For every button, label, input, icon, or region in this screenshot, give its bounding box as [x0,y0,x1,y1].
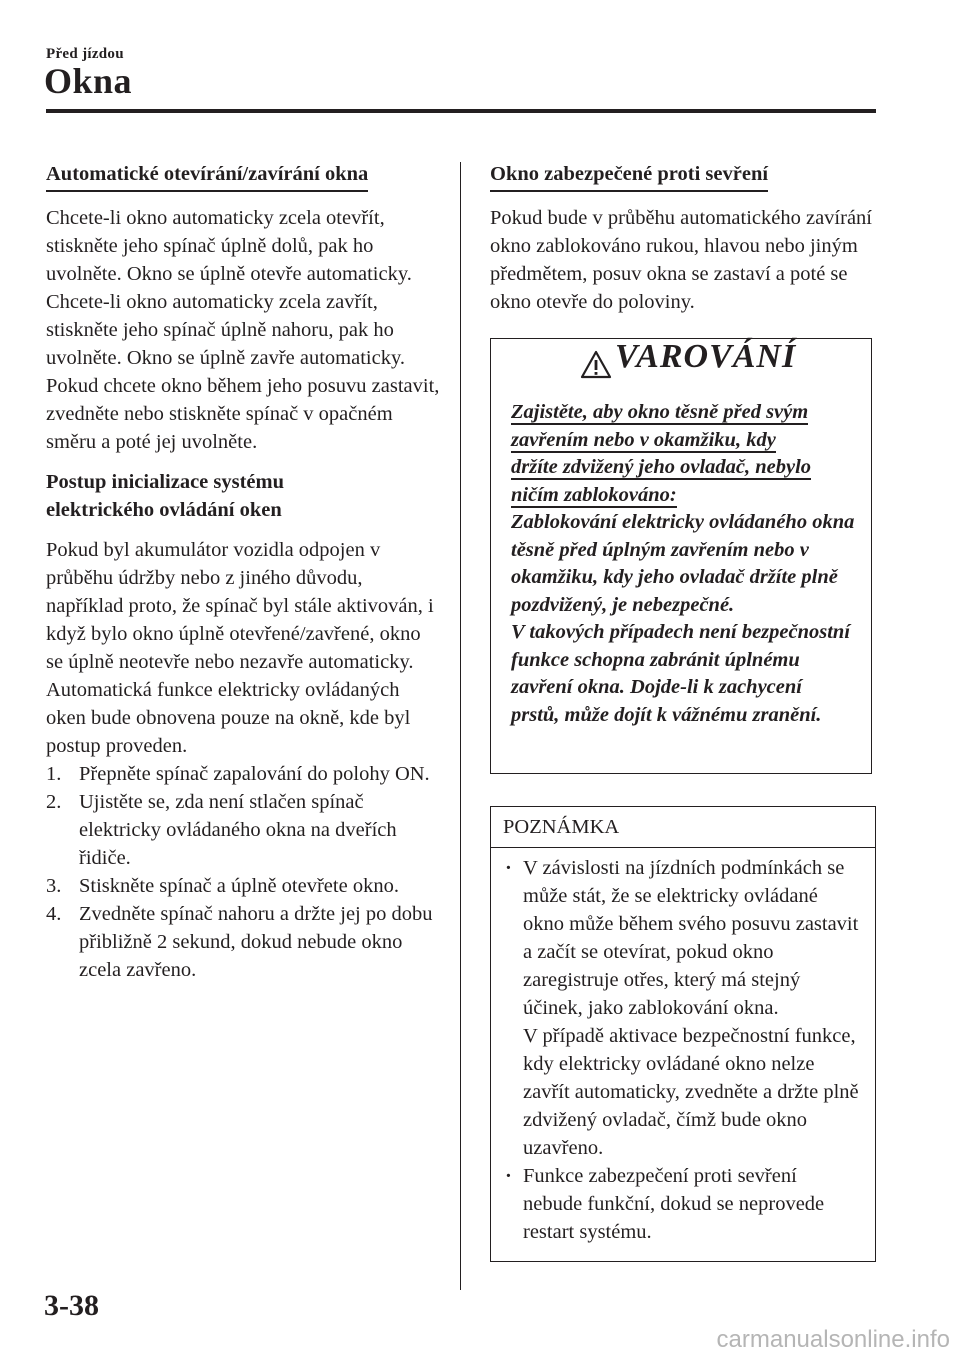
note-text: V závislosti na jízdních podmínkách se může stát, že se elektricky ovládané okno může během svého posuvu zastavit a začít se otevírat, pokud okno zaregistruje otřes, který má stejný účinek, jako zablokování okna. [523,857,859,1019]
warning-box [490,338,872,774]
paragraph: Automatická funkce elektricky ovládaných oken bude obnovena pouze na okně, kde byl postup proveden. [46,679,411,757]
list-item [46,760,442,788]
bullet-icon: · [505,857,512,879]
column-divider [460,162,461,1290]
warning-underlined-line: ničím zablokováno: [511,483,677,506]
step-text: Ujistěte se, zda není stlačen spínač elektricky ovládaného okna na dveřích řidiče. [79,791,397,869]
page-title: Okna [44,61,133,101]
paragraph: Chcete-li okno automaticky zcela zavřít, stiskněte jeho spínač úplně nahoru, pak ho uvolněte. Okno se úplně zavře automaticky. [46,291,406,369]
paragraph: Pokud chcete okno během jeho posuvu zastavit, zvedněte nebo stiskněte spínač v opačném směru a poté jej uvolněte. [46,375,440,453]
left-column [46,160,442,984]
warning-title: VAROVÁNÍ [615,338,797,375]
list-item [505,1162,861,1246]
note-text: V případě aktivace bezpečnostní funkce, kdy elektricky ovládané okno nelze zavřít automaticky, zvedněte a držte plně zdvižený ovladač, čímž bude okno uzavřeno. [523,1025,859,1159]
subheading-line: Postup inicializace systému [46,471,285,493]
warning-header [491,339,871,391]
step-number: 1. [46,763,62,785]
step-number: 2. [46,791,62,813]
page-number: 3-38 [44,1289,99,1322]
warning-text: V takových případech není bezpečnostní funkce schopna zabránit úplnému zavření okna. Dojde-li k zachycení prstů, může dojít k vážnému zranění. [511,621,851,726]
list-item [505,854,861,1162]
warning-underlined-line: Zajistěte, aby okno těsně před svým [511,401,809,423]
list-item [46,900,442,984]
paragraph: Chcete-li okno automaticky zcela otevřít, stiskněte jeho spínač úplně dolů, pak ho uvolněte. Okno se úplně otevře automaticky. [46,207,412,285]
warning-text: Zablokování elektricky ovládaného okna těsně před úplným zavřením nebo v okamžiku, kdy jeho ovladač držíte plně pozdvižený, je nebezpečné. [511,511,855,616]
note-box [490,806,876,1262]
step-text: Zvedněte spínač nahoru a držte jej po dobu přibližně 2 sekund, dokud nebude okno zcela zavřeno. [79,903,433,981]
subheading-line: elektrického ovládání oken [46,499,282,521]
bullet-icon: · [505,1165,512,1187]
warning-underlined-line: zavřením nebo v okamžiku, kdy [511,428,776,451]
paragraph: Pokud bude v průběhu automatického zavírání okno zablokováno rukou, hlavou nebo jiným předmětem, posuv okna se zastaví a poté se okno otevře do poloviny. [490,207,872,313]
auto-window-heading: Automatické otevírání/zavírání okna [46,160,368,192]
note-text: Funkce zabezpečení proti sevření nebude funkční, dokud se neprovede restart systému. [523,1165,825,1243]
section-label: Před jízdou [46,46,124,62]
right-column [490,160,878,1262]
procedure-steps [46,760,442,984]
step-number: 4. [46,903,62,925]
init-procedure-heading [46,468,442,524]
watermark: carmanualsonline.info [716,1326,950,1353]
list-item [46,788,442,872]
step-text: Stiskněte spínač a úplně otevřete okno. [79,875,399,897]
note-title: POZNÁMKA [491,807,875,848]
warning-body [491,391,871,729]
step-number: 3. [46,875,62,897]
step-text: Přepněte spínač zapalování do polohy ON. [79,763,430,785]
anti-pinch-heading: Okno zabezpečené proti sevření [490,160,768,192]
warning-underlined-line: držíte zdvižený jeho ovladač, nebylo [511,456,812,478]
title-rule [46,109,876,113]
list-item [46,872,442,900]
note-body [491,848,875,1246]
paragraph: Pokud byl akumulátor vozidla odpojen v průběhu údržby nebo z jiného důvodu, například proto, že spínač byl stále aktivován, i když bylo okno úplně otevřené/zavřené, okno se úplně neotevře nebo nezavře automaticky. [46,539,434,673]
warning-triangle-icon [580,350,612,380]
